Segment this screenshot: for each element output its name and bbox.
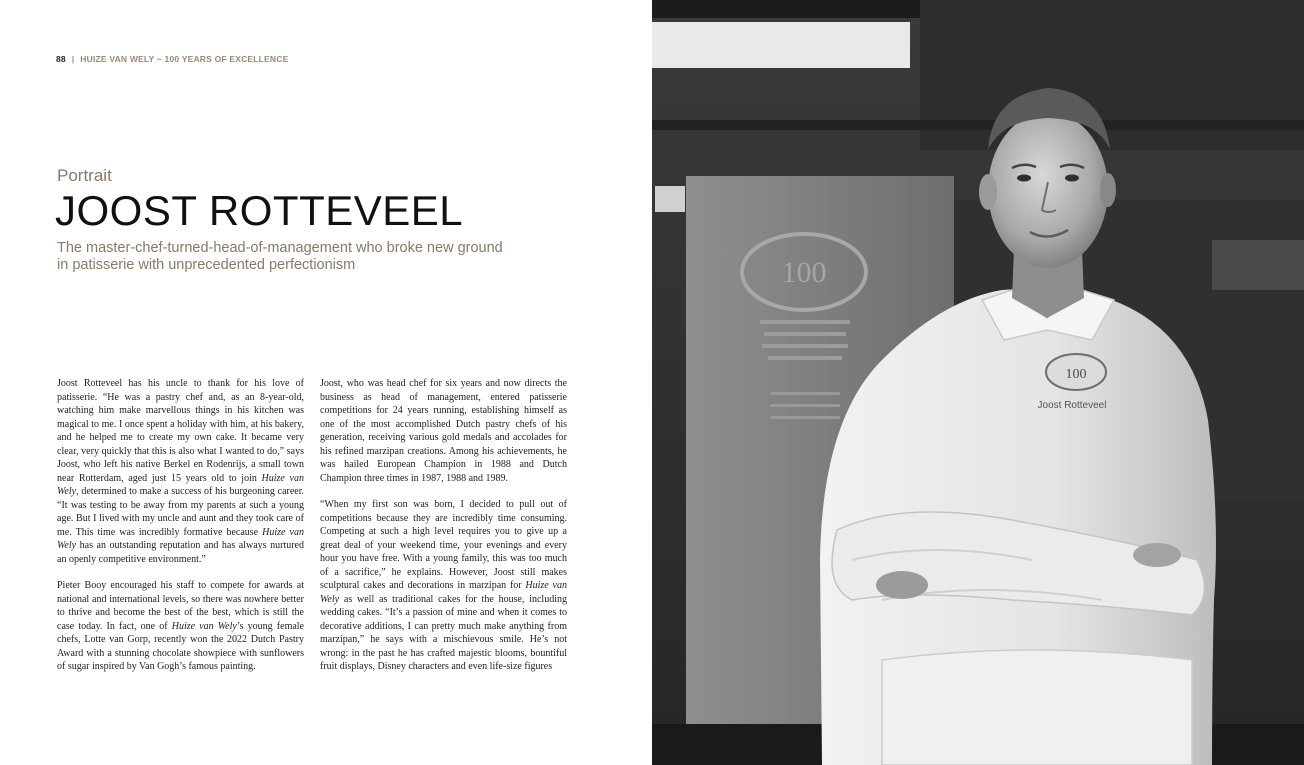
wall-logo-text: 100 [781,256,827,289]
body-paragraph [320,498,567,674]
body-column-2 [320,377,567,687]
face [988,112,1108,268]
section-kicker: Portrait [57,166,112,185]
body-text: Pieter Booy encouraged his staff to compete for awards at national and international levels, so there was nowhere better to thrive and become the best of the best, which is still the case today. In fact, one of [57,580,304,632]
portrait-illustration [652,0,1304,765]
left-eye [1017,175,1031,182]
portrait-photo [652,0,1304,765]
article-headline: JOOST ROTTEVEEL [55,187,464,234]
body-text: , determined to make a success of his burgeoning career. “It was testing to be away from my parents at such a young age. But I lived with my uncle and aunt and they took care of me. This time was incredibly formative because [57,486,304,538]
body-text: Joost Rotteveel has his uncle to thank for his love of patisserie. “He was a pastry chef and, as an 8-year-old, watching him make marvellous things in his kitchen was magical to me. I once spent a holiday with him, at his bakery, and he helped me to create my own cake. It became very clear, very quickly that this is also what I wanted to do,” says Joost, who left his native Berkel en Rodenrijs, a small town near Rotterdam, aged just 15 years old to join [57,378,304,484]
body-paragraph [57,579,304,674]
body-text: has an outstanding reputation and has always nurtured an openly competitive environment.” [57,540,304,565]
running-head [56,54,288,64]
jacket-name-embroidery: Joost Rotteveel [1037,400,1107,411]
standfirst-line-2: in patisserie with unprecedented perfectionism [57,257,356,273]
body-italic: Huize van Wely [57,526,304,551]
running-head-separator: | [71,54,75,64]
chest-logo-text: 100 [1065,367,1087,382]
window-light [655,186,685,212]
body-text: ’s young female chefs, Lotte van Gorp, recently won the 2022 Dutch Pastry Award with a stunning chocolate showpiece with sunflowers of sugar inspired by Van Gogh’s famous painting. [57,620,305,672]
right-eye [1065,175,1079,182]
body-italic: Huize van Wely [171,620,237,632]
body-text: as well as traditional cakes for the house, including wedding cakes. “It’s a passion of mine and when it comes to decorative additions, I can pretty much make anything from marzipan,” he says with a mischievous smile. He’s not wrong: in the past he has crafted majestic blooms, bountiful fruit displays, Disney characters and even life-size figures [320,593,567,672]
body-text: “When my first son was born, I decided to pull out of competitions because they are incredibly time consuming. Competing at such a high level requires you to give up a great deal of your weekend time, your evenings and every hour you have free. With a young family, this was too much of a sacrifice,” he explains. However, Joost still makes sculptural cakes and decorations in marzipan for [320,499,567,591]
left-hand [876,571,928,599]
body-paragraph [57,377,304,566]
article-standfirst [57,240,517,274]
running-head-title: HUIZE VAN WELY ~ 100 YEARS OF EXCELLENCE [80,54,289,64]
body-italic: Huize van Wely [57,472,304,497]
standfirst-line-1: The master-chef-turned-head-of-management who broke new ground [57,240,503,256]
body-column-1 [57,377,304,687]
ceiling-light [652,22,910,68]
body-italic: Huize van Wely [320,580,567,605]
right-hand [1133,543,1181,567]
page-number: 88 [56,54,66,64]
body-paragraph: Joost, who was head chef for six years and now directs the business as head of management, entered patisserie competitions for 24 years running, establishing himself as one of the most accomplished Dutch pastry chefs of his generation, receiving various gold medals and accolades for his refined marzipan creations. Among his achievements, he was hailed European Champion in 1988 and Dutch Champion three times in 1987, 1988 and 1989. [320,378,567,484]
apron [882,650,1192,765]
